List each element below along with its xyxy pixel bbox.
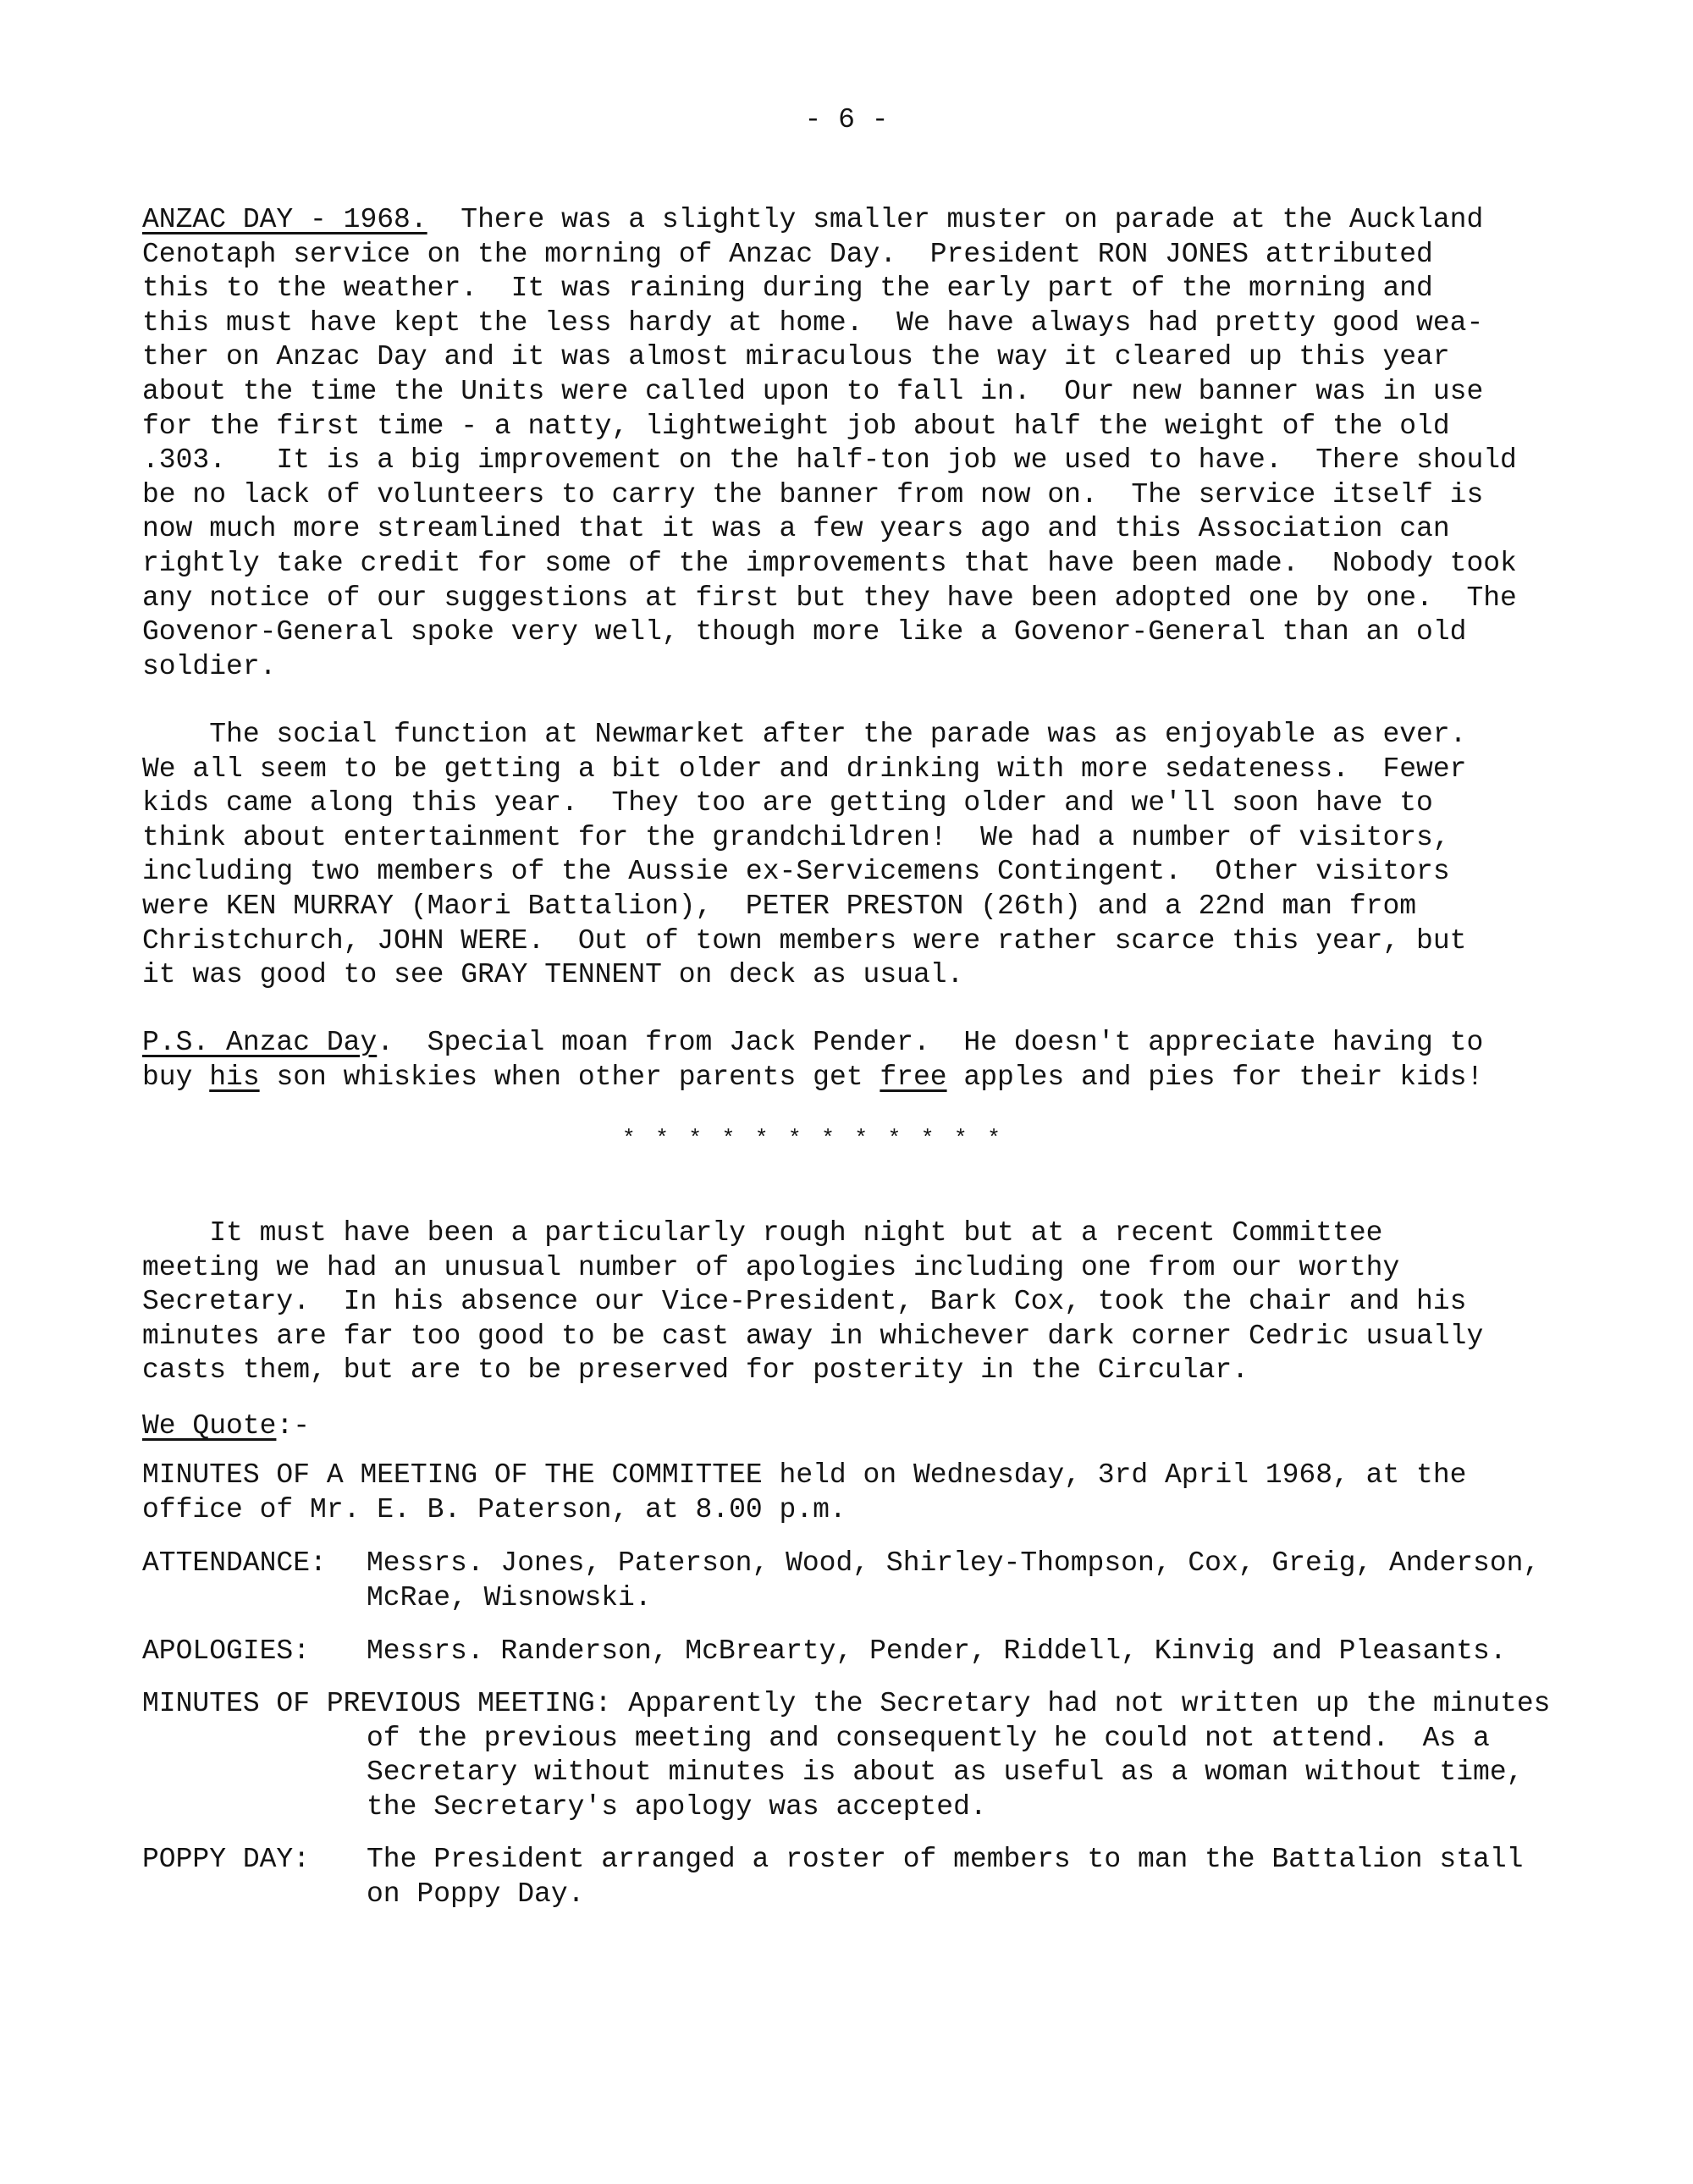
ps-text-b: son whiskies when other parents get <box>259 1061 880 1093</box>
minutes-header-2: office of Mr. E. B. Paterson, at 8.00 p.m. <box>142 1493 846 1525</box>
social-line-4: think about entertainment for the grandchildren! We had a number of visitors, <box>142 821 1450 853</box>
previous-line-1: MINUTES OF PREVIOUS MEETING: Apparently the Secretary had not written up the minutes <box>142 1688 1551 1719</box>
social-line-8: it was good to see GRAY TENNENT on deck as usual. <box>142 959 964 991</box>
committee-line-3: Secretary. In his absence our Vice-President, Bark Cox, took the chair and his <box>142 1286 1467 1318</box>
ps-text-a: buy <box>142 1061 210 1093</box>
anzac-line-0: There was a slightly smaller muster on parade at the Auckland <box>427 204 1484 235</box>
anzac-line-11: any notice of our suggestions at first but they have been adopted one by one. The <box>142 582 1517 614</box>
ps-text-c: apples and pies for their kids! <box>946 1061 1484 1093</box>
ps-line-1-text: . Special moan from Jack Pender. He doesn't appreciate having to <box>377 1027 1484 1058</box>
committee-line-5: casts them, but are to be preserved for posterity in the Circular. <box>142 1354 1249 1387</box>
social-line-6: were KEN MURRAY (Maori Battalion), PETER PRESTON (26th) and a 22nd man from <box>142 891 1417 922</box>
ps-his: his <box>209 1061 260 1093</box>
anzac-line-7: .303. It is a big improvement on the half-ton job we used to have. There should <box>142 444 1517 477</box>
attendance-line-2: McRae, Wisnowski. <box>367 1581 652 1613</box>
ps-free: free <box>880 1061 947 1093</box>
poppy-line-2: on Poppy Day. <box>367 1878 585 1910</box>
apologies-line-1: Messrs. Randerson, McBrearty, Pender, Riddell, Kinvig and Pleasants. <box>367 1635 1507 1667</box>
we-quote-line <box>142 1409 310 1444</box>
attendance-line-1: Messrs. Jones, Paterson, Wood, Shirley-Thompson, Cox, Greig, Anderson, <box>367 1547 1541 1579</box>
committee-line-2: meeting we had an unusual number of apologies including one from our worthy <box>142 1251 1400 1283</box>
previous-line-4: the Secretary's apology was accepted. <box>367 1790 987 1823</box>
ps-label: P.S. Anzac Day <box>142 1027 378 1058</box>
committee-line-4: minutes are far too good to be cast away in whichever dark corner Cedric usually <box>142 1320 1484 1352</box>
anzac-line-4: ther on Anzac Day and it was almost miraculous the way it cleared up this year <box>142 341 1450 373</box>
page-number: - 6 - <box>804 104 889 135</box>
anzac-line-10: rightly take credit for some of the improvements that have been made. Nobody took <box>142 548 1517 579</box>
apologies-label: APOLOGIES: <box>142 1635 311 1667</box>
anzac-heading: ANZAC DAY - 1968. <box>142 204 427 235</box>
poppy-line-1: The President arranged a roster of members to man the Battalion stall <box>367 1844 1524 1875</box>
anzac-line-12: Govenor-General spoke very well, though more like a Govenor-General than an old <box>142 616 1467 648</box>
anzac-first-line <box>142 203 1483 238</box>
social-line-1: The social function at Newmarket after the parade was as enjoyable as ever. <box>142 719 1467 750</box>
anzac-line-9: now much more streamlined that it was a few years ago and this Association can <box>142 513 1450 545</box>
anzac-line-8: be no lack of volunteers to carry the banner from now on. The service itself is <box>142 478 1484 510</box>
ps-line-2 <box>142 1061 1483 1095</box>
poppy-label: POPPY DAY: <box>142 1844 311 1875</box>
committee-line-1: It must have been a particularly rough night but at a recent Committee <box>142 1217 1383 1249</box>
minutes-header-1: MINUTES OF A MEETING OF THE COMMITTEE held on Wednesday, 3rd April 1968, at the <box>142 1459 1467 1491</box>
social-line-2: We all seem to be getting a bit older and drinking with more sedateness. Fewer <box>142 753 1467 785</box>
we-quote-suffix: :- <box>276 1410 311 1442</box>
we-quote-label: We Quote <box>142 1410 277 1442</box>
asterisk-divider: * * * * * * * * * * * * <box>622 1126 1004 1151</box>
social-line-7: Christchurch, JOHN WERE. Out of town members were rather scarce this year, but <box>142 924 1467 957</box>
social-line-5: including two members of the Aussie ex-Servicemens Contingent. Other visitors <box>142 856 1450 888</box>
anzac-line-13: soldier. <box>142 650 277 682</box>
anzac-line-6: for the first time - a natty, lightweight job about half the weight of the old <box>142 410 1450 442</box>
anzac-line-1: Cenotaph service on the morning of Anzac Day. President RON JONES attributed <box>142 238 1433 270</box>
anzac-line-5: about the time the Units were called upon to fall in. Our new banner was in use <box>142 376 1484 407</box>
ps-line-1 <box>142 1026 1483 1061</box>
previous-line-2: of the previous meeting and consequently he could not attend. As a <box>367 1722 1490 1754</box>
social-line-3: kids came along this year. They too are getting older and we'll soon have to <box>142 787 1433 819</box>
anzac-line-2: this to the weather. It was raining during the early part of the morning and <box>142 273 1433 305</box>
previous-line-3: Secretary without minutes is about as useful as a woman without time, <box>367 1757 1524 1789</box>
anzac-line-3: this must have kept the less hardy at home. We have always had pretty good wea- <box>142 306 1484 339</box>
attendance-label: ATTENDANCE: <box>142 1547 327 1579</box>
